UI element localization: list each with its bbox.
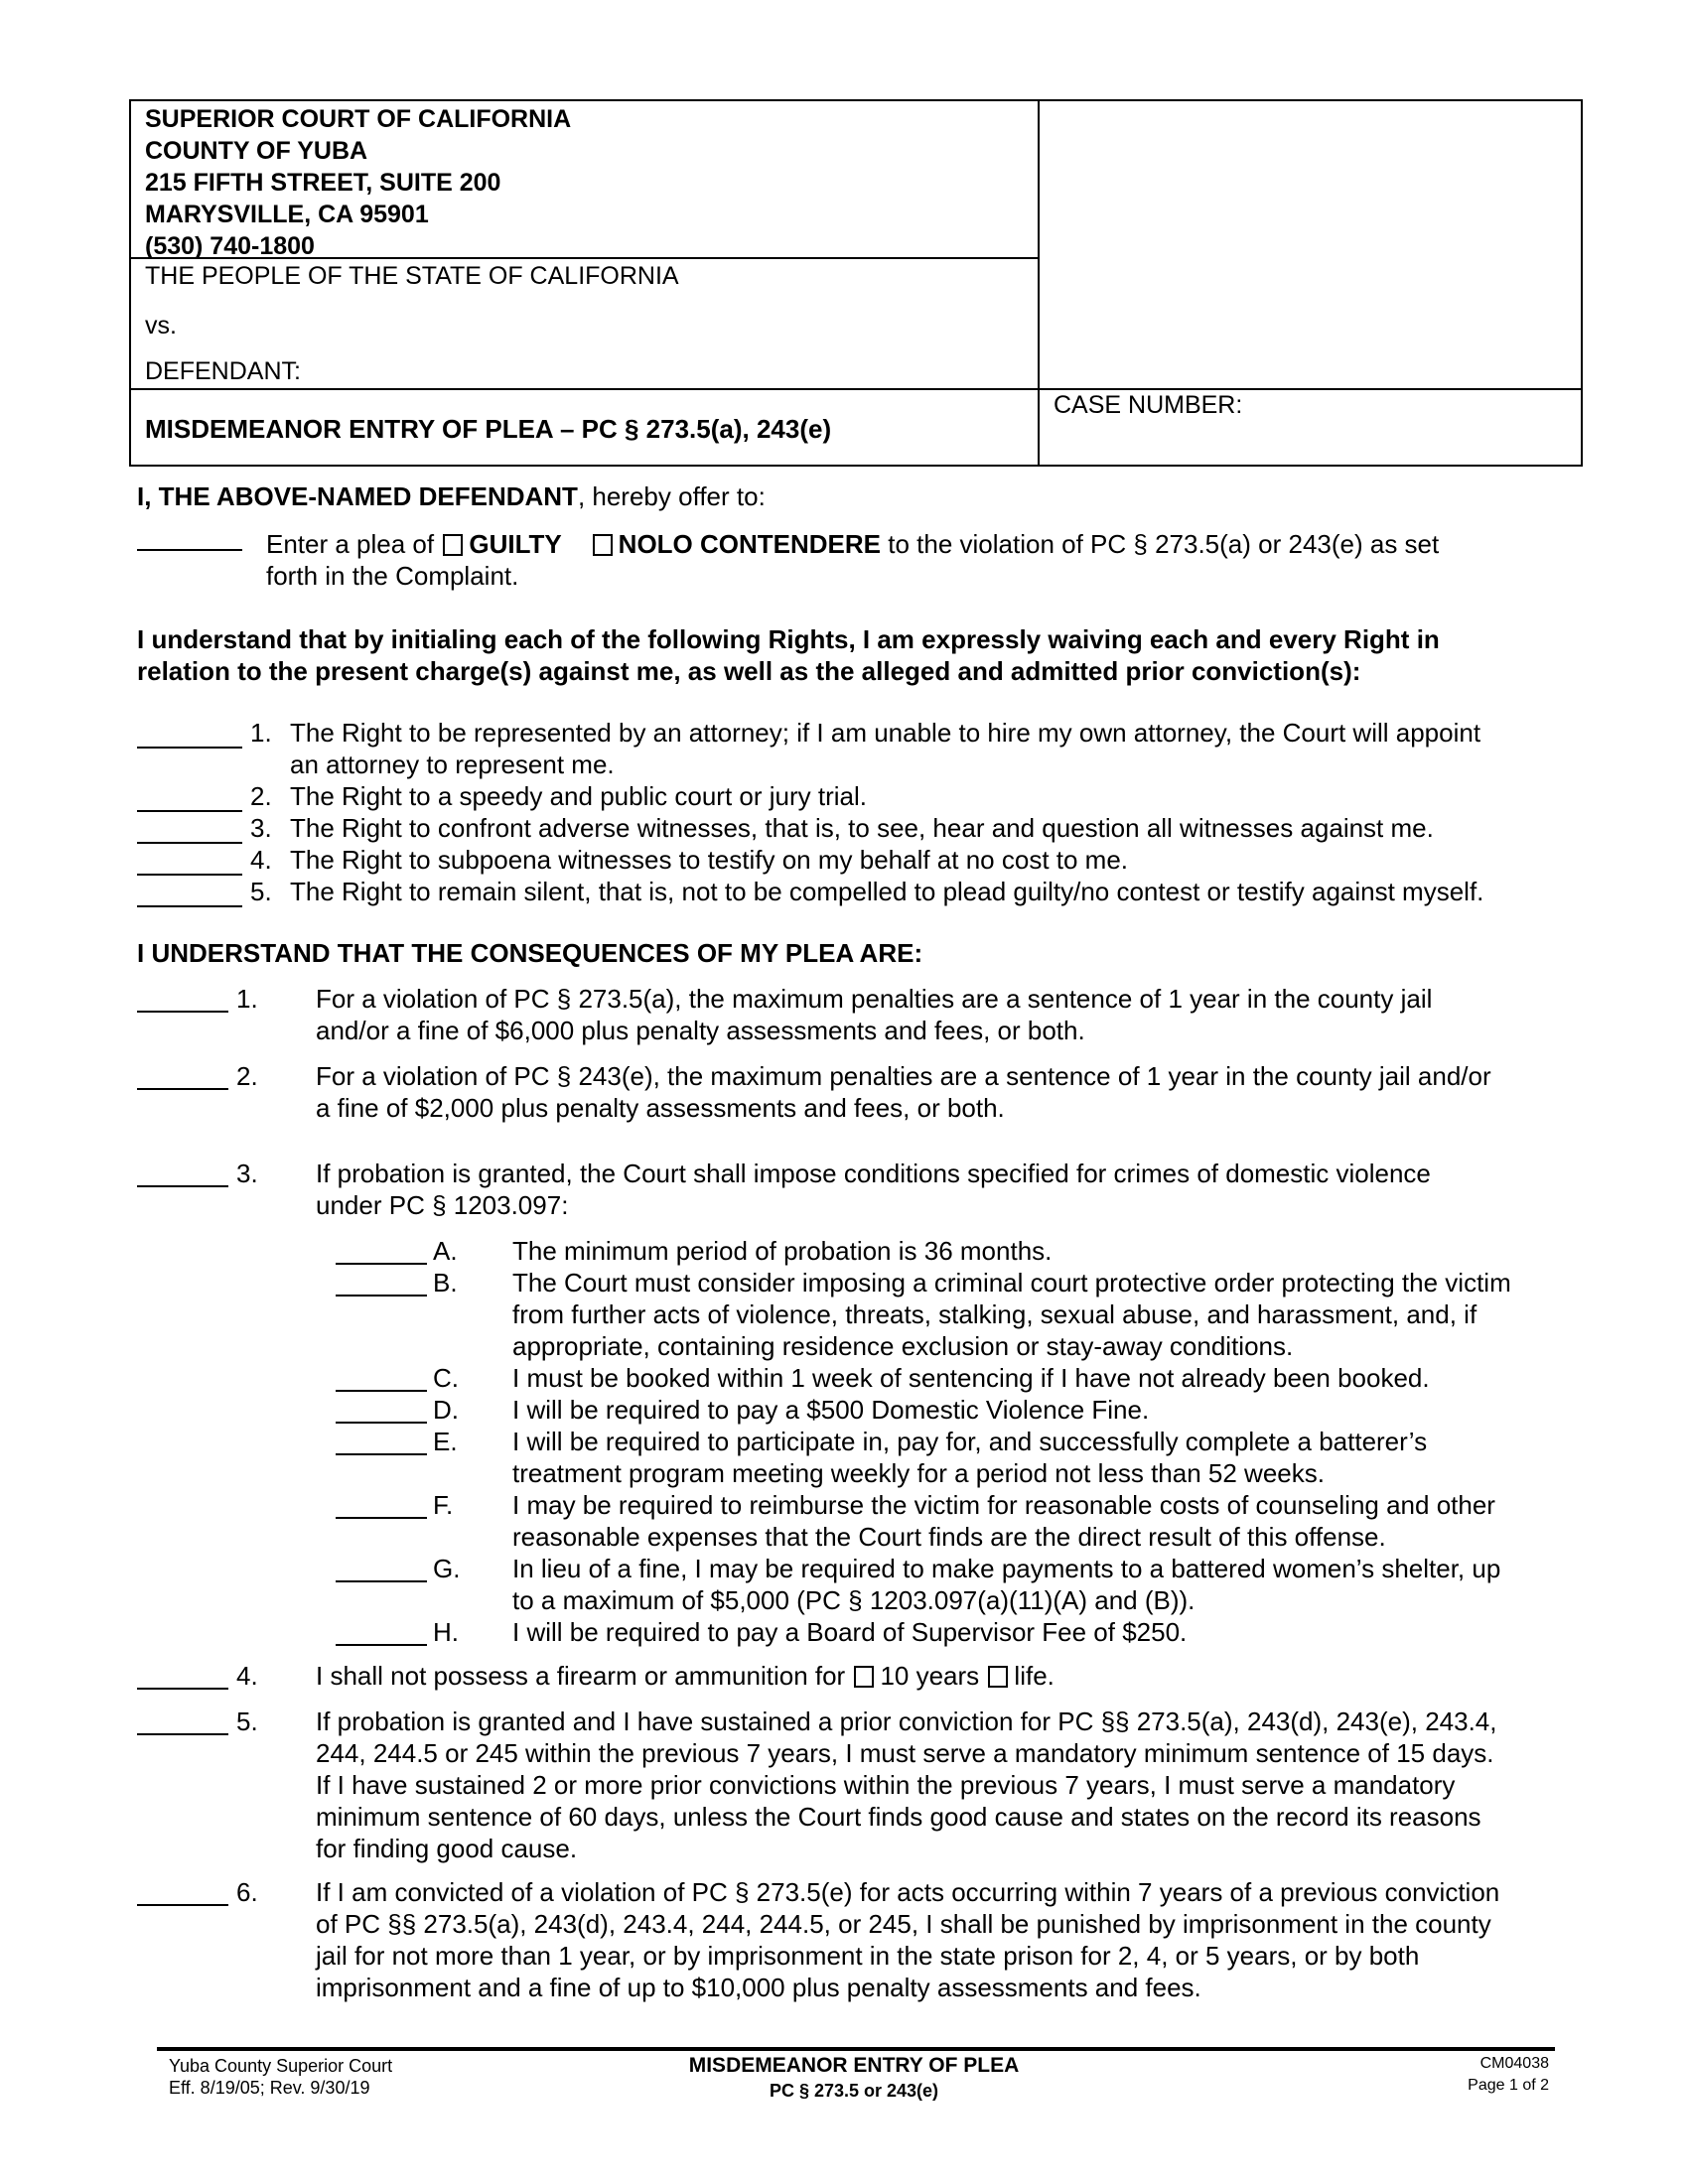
consequence-6-number: 6. — [236, 1877, 258, 1907]
firearm-text: I shall not possess a firearm or ammunition for — [316, 1661, 846, 1691]
life-checkbox[interactable] — [988, 1666, 1008, 1688]
condition-g-letter: G. — [433, 1554, 461, 1583]
consequence-1-number: 1. — [236, 984, 258, 1014]
condition-h-initials-blank[interactable] — [336, 1644, 427, 1646]
consequence-3-number: 3. — [236, 1159, 258, 1188]
right-2-number: 2. — [250, 781, 272, 811]
consequences-heading: I UNDERSTAND THAT THE CONSEQUENCES OF MY PLEA ARE: — [137, 938, 923, 968]
condition-e-line-2: treatment program meeting weekly for a period not less than 52 weeks. — [512, 1458, 1325, 1488]
versus-label: vs. — [145, 312, 177, 340]
consequence-5-line-1: If probation is granted and I have sustained a prior conviction for PC §§ 273.5(a), 243(d), 243(e), 243.4, — [316, 1706, 1497, 1736]
footer-right — [1430, 2053, 1549, 2097]
condition-g-line-2: to a maximum of $5,000 (PC § 1203.097(a)(11)(A) and (B)). — [512, 1585, 1196, 1615]
right-3-number: 3. — [250, 813, 272, 843]
consequence-3-initials-blank[interactable] — [137, 1185, 228, 1187]
condition-h-letter: H. — [433, 1617, 459, 1647]
right-5-number: 5. — [250, 877, 272, 906]
footer-rule — [157, 2047, 1555, 2051]
footer-form-title: MISDEMEANOR ENTRY OF PLEA — [688, 2054, 1020, 2077]
consequence-2-line-1: For a violation of PC § 243(e), the maximum penalties are a sentence of 1 year in the county jail and/or — [316, 1061, 1491, 1091]
condition-g-initials-blank[interactable] — [336, 1580, 427, 1582]
condition-b-letter: B. — [433, 1268, 458, 1297]
plea-line-1 — [266, 528, 1439, 560]
condition-f-letter: F. — [433, 1490, 454, 1520]
condition-f-line-1: I may be required to reimburse the victim for reasonable costs of counseling and other — [512, 1490, 1495, 1520]
consequence-5-line-2: 244, 244.5 or 245 within the previous 7 years, I must serve a mandatory minimum sentence of 15 days. — [316, 1738, 1494, 1768]
condition-d-letter: D. — [433, 1395, 459, 1425]
condition-b-initials-blank[interactable] — [336, 1295, 427, 1297]
condition-a-letter: A. — [433, 1236, 458, 1266]
right-2-initials-blank[interactable] — [137, 810, 242, 812]
right-5-text: The Right to remain silent, that is, not to be compelled to plead guilty/no contest or testify against myself. — [290, 877, 1484, 906]
right-1-number: 1. — [250, 718, 272, 748]
nolo-contendere-checkbox[interactable] — [593, 534, 613, 556]
guilty-label: GUILTY — [469, 529, 562, 559]
condition-e-letter: E. — [433, 1427, 458, 1456]
consequence-3-line-1: If probation is granted, the Court shall impose conditions specified for crimes of domestic violence — [316, 1159, 1431, 1188]
ten-years-checkbox[interactable] — [854, 1666, 874, 1688]
consequence-5-line-3: If I have sustained 2 or more prior convictions within the previous 7 years, I must serve a mandatory — [316, 1770, 1456, 1800]
caption-divider-vertical — [1038, 101, 1040, 465]
consequence-2-number: 2. — [236, 1061, 258, 1091]
condition-c-text: I must be booked within 1 week of sentencing if I have not already been booked. — [512, 1363, 1430, 1393]
form-title: MISDEMEANOR ENTRY OF PLEA – PC § 273.5(a), 243(e) — [145, 414, 832, 444]
ten-years-label: 10 years — [880, 1661, 980, 1691]
footer-form-subtitle: PC § 273.5 or 243(e) — [769, 2081, 939, 2101]
consequence-6-line-4: imprisonment and a fine of up to $10,000 plus penalty assessments and fees. — [316, 1973, 1201, 2002]
caption-box — [129, 99, 1583, 467]
consequence-5-line-4: minimum sentence of 60 days, unless the Court finds good cause and states on the record its reasons — [316, 1802, 1481, 1832]
consequence-6-line-2: of PC §§ 273.5(a), 243(d), 243.4, 244, 244.5, or 245, I shall be punished by imprisonment in the county — [316, 1909, 1491, 1939]
intro-lead: I, THE ABOVE-NAMED DEFENDANT — [137, 481, 578, 511]
plea-prefix: Enter a plea of — [266, 529, 435, 559]
condition-b-line-1: The Court must consider imposing a criminal court protective order protecting the victim — [512, 1268, 1511, 1297]
plea-initials-blank[interactable] — [137, 549, 242, 551]
condition-b-line-3: appropriate, containing residence exclusion or stay-away conditions. — [512, 1331, 1294, 1361]
rights-heading-line-1: I understand that by initialing each of the following Rights, I am expressly waiving each and every Right in — [137, 624, 1440, 654]
footer-left — [169, 2055, 392, 2099]
right-2-text: The Right to a speedy and public court or jury trial. — [290, 781, 867, 811]
rights-heading-line-2: relation to the present charge(s) against me, as well as the alleged and admitted prior conviction(s): — [137, 656, 1361, 686]
consequence-2-initials-blank[interactable] — [137, 1088, 228, 1090]
form-code: CM04038 — [1479, 2055, 1549, 2072]
plea-line-2: forth in the Complaint. — [266, 561, 519, 591]
consequence-1-line-2: and/or a fine of $6,000 plus penalty assessments and fees, or both. — [316, 1016, 1085, 1045]
consequence-4-number: 4. — [236, 1661, 258, 1691]
condition-b-line-2: from further acts of violence, threats, stalking, sexual abuse, and harassment, and, if — [512, 1299, 1477, 1329]
page-indicator: Page 1 of 2 — [1468, 2077, 1549, 2094]
defendant-label: DEFENDANT: — [145, 357, 301, 385]
court-city: MARYSVILLE, CA 95901 — [145, 201, 429, 228]
life-label: life. — [1014, 1661, 1055, 1691]
right-4-initials-blank[interactable] — [137, 874, 242, 876]
condition-g-line-1: In lieu of a fine, I may be required to make payments to a battered women’s shelter, up — [512, 1554, 1501, 1583]
court-name: SUPERIOR COURT OF CALIFORNIA — [145, 105, 572, 133]
consequence-5-line-5: for finding good cause. — [316, 1834, 578, 1863]
court-phone: (530) 740-1800 — [145, 232, 315, 260]
right-4-text: The Right to subpoena witnesses to testify on my behalf at no cost to me. — [290, 845, 1129, 875]
plaintiff-label: THE PEOPLE OF THE STATE OF CALIFORNIA — [145, 262, 679, 290]
court-street: 215 FIFTH STREET, SUITE 200 — [145, 169, 501, 197]
right-1-text-line-1: The Right to be represented by an attorney; if I am unable to hire my own attorney, the Court will appoint — [290, 718, 1481, 748]
caption-divider-2 — [131, 388, 1581, 390]
condition-d-text: I will be required to pay a $500 Domestic Violence Fine. — [512, 1395, 1150, 1425]
right-1-initials-blank[interactable] — [137, 747, 242, 749]
guilty-checkbox[interactable] — [443, 534, 463, 556]
right-4-number: 4. — [250, 845, 272, 875]
footer-center — [556, 2053, 1152, 2103]
right-5-initials-blank[interactable] — [137, 905, 242, 907]
condition-e-line-1: I will be required to participate in, pay for, and successfully complete a batterer’s — [512, 1427, 1428, 1456]
consequence-1-line-1: For a violation of PC § 273.5(a), the maximum penalties are a sentence of 1 year in the county jail — [316, 984, 1433, 1014]
intro-statement — [137, 480, 766, 512]
nolo-contendere-label: NOLO CONTENDERE — [618, 529, 882, 559]
court-county: COUNTY OF YUBA — [145, 137, 368, 165]
footer-court-name: Yuba County Superior Court — [169, 2056, 393, 2076]
consequence-5-initials-blank[interactable] — [137, 1733, 228, 1735]
condition-f-initials-blank[interactable] — [336, 1517, 427, 1519]
right-1-text-line-2: an attorney to represent me. — [290, 750, 615, 779]
consequence-1-initials-blank[interactable] — [137, 1011, 228, 1013]
court-address — [145, 103, 571, 262]
condition-a-initials-blank[interactable] — [336, 1263, 427, 1265]
consequence-6-line-3: jail for not more than 1 year, or by imprisonment in the state prison for 2, 4, or 5 years, or by both — [316, 1941, 1420, 1971]
condition-h-text: I will be required to pay a Board of Supervisor Fee of $250. — [512, 1617, 1188, 1647]
consequence-3-line-2: under PC § 1203.097: — [316, 1190, 569, 1220]
case-number-label: CASE NUMBER: — [1054, 391, 1243, 419]
consequence-6-line-1: If I am convicted of a violation of PC § 273.5(e) for acts occurring within 7 years of a previous conviction — [316, 1877, 1500, 1907]
consequence-4-text — [316, 1660, 1055, 1692]
condition-a-text: The minimum period of probation is 36 months. — [512, 1236, 1053, 1266]
condition-e-initials-blank[interactable] — [336, 1453, 427, 1455]
right-3-initials-blank[interactable] — [137, 842, 242, 844]
condition-f-line-2: reasonable expenses that the Court finds are the direct result of this offense. — [512, 1522, 1386, 1552]
consequence-2-line-2: a fine of $2,000 plus penalty assessments and fees, or both. — [316, 1093, 1005, 1123]
footer-revision-date: Eff. 8/19/05; Rev. 9/30/19 — [169, 2078, 370, 2098]
condition-d-initials-blank[interactable] — [336, 1422, 427, 1424]
consequence-5-number: 5. — [236, 1706, 258, 1736]
consequence-4-initials-blank[interactable] — [137, 1688, 228, 1690]
plea-suffix: to the violation of PC § 273.5(a) or 243(e) as set — [888, 529, 1440, 559]
intro-rest: , hereby offer to: — [577, 481, 766, 511]
condition-c-initials-blank[interactable] — [336, 1390, 427, 1392]
condition-c-letter: C. — [433, 1363, 459, 1393]
consequence-6-initials-blank[interactable] — [137, 1904, 228, 1906]
right-3-text: The Right to confront adverse witnesses, that is, to see, hear and question all witnesses against me. — [290, 813, 1434, 843]
